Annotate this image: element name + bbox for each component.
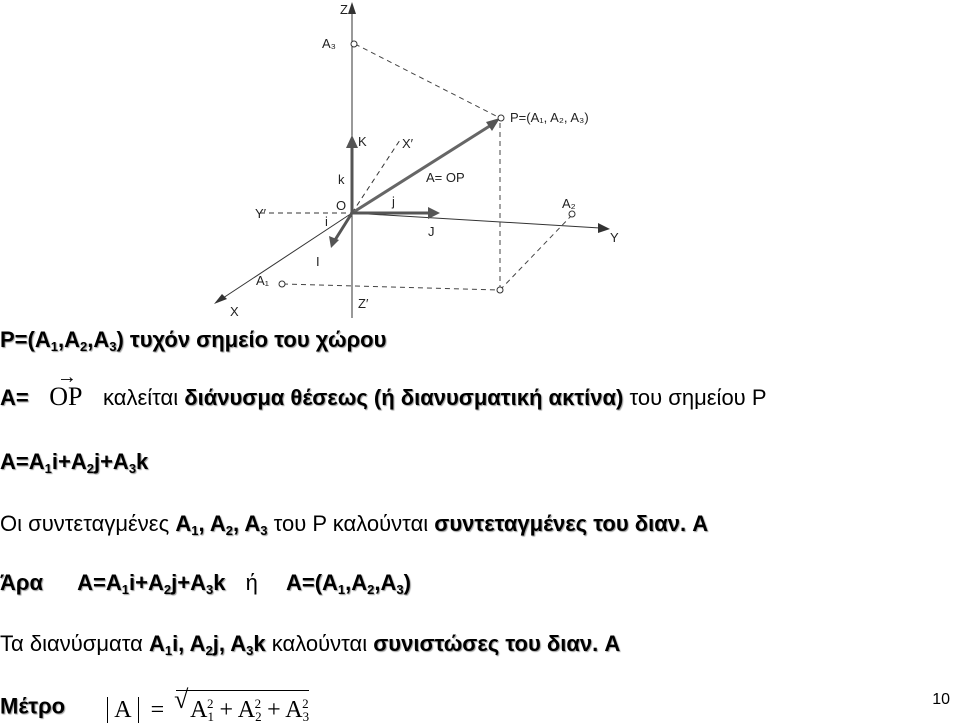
vector-i-label: i [325, 214, 328, 229]
axis-y-label: Y [610, 230, 619, 245]
vector-a-label: A= OP [426, 170, 465, 185]
vector-k-label: k [338, 172, 345, 187]
axis-y-neg-label: Y′ [255, 206, 267, 221]
axis-x-label: X [230, 304, 239, 319]
coordinates-line: Οι συντεταγμένες $A_1$, $A_2$, $A_3$ του P καλούνται συντεταγμένες του διαν. A [0, 511, 709, 538]
point-a3-label: A₃ [322, 36, 336, 51]
axis-z-neg-label: Z′ [358, 296, 369, 311]
point-a2-label: A₂ [562, 196, 576, 211]
vector-expansion-line: $A=A_1i+A_2j+A_3k$ [0, 449, 149, 476]
components-line: Τα διανύσματα $A_1i$, $A_2j$, $A_3k$ καλούνται συνιστώσες του διαν. A [0, 631, 621, 658]
vector-i-big-label: I [316, 254, 320, 269]
therefore-line: Άρα $A=A_1i+A_2j+A_3k$ ή $A=(A_1,A_2,A_3)$ [0, 570, 411, 597]
axis-z-label: Z [340, 2, 348, 17]
axis-x-neg-label: X′ [402, 136, 414, 151]
origin-label: O [336, 198, 347, 213]
page-number: 10 [932, 691, 950, 708]
point-a1-label: A₁ [256, 273, 270, 288]
sqrt-expression: √ $A_1^2 + A_2^2 + A_3^2$ [174, 685, 310, 724]
coordinate-diagram [200, 0, 660, 320]
position-vector-line: A= → OP καλείται διάνυσμα θέσεως (ή διανυσματική ακτίνα) του σημείου P [0, 366, 767, 411]
vector-k-big-label: K [358, 134, 367, 149]
vector-j-big-label: J [428, 224, 435, 239]
magnitude-line: Μέτρο A = √ $A_1^2 + A_2^2 + A_3^2$ [0, 685, 310, 724]
op-vector: → OP [49, 366, 83, 411]
point-p-label: P=(A₁, A₂, A₃) [510, 110, 589, 125]
point-definition-line: $P=(A_1,A_2,A_3)$ τυχόν σημείο του χώρου [0, 327, 387, 354]
magnitude-a: A [107, 697, 138, 723]
vector-j-label: j [392, 194, 395, 209]
